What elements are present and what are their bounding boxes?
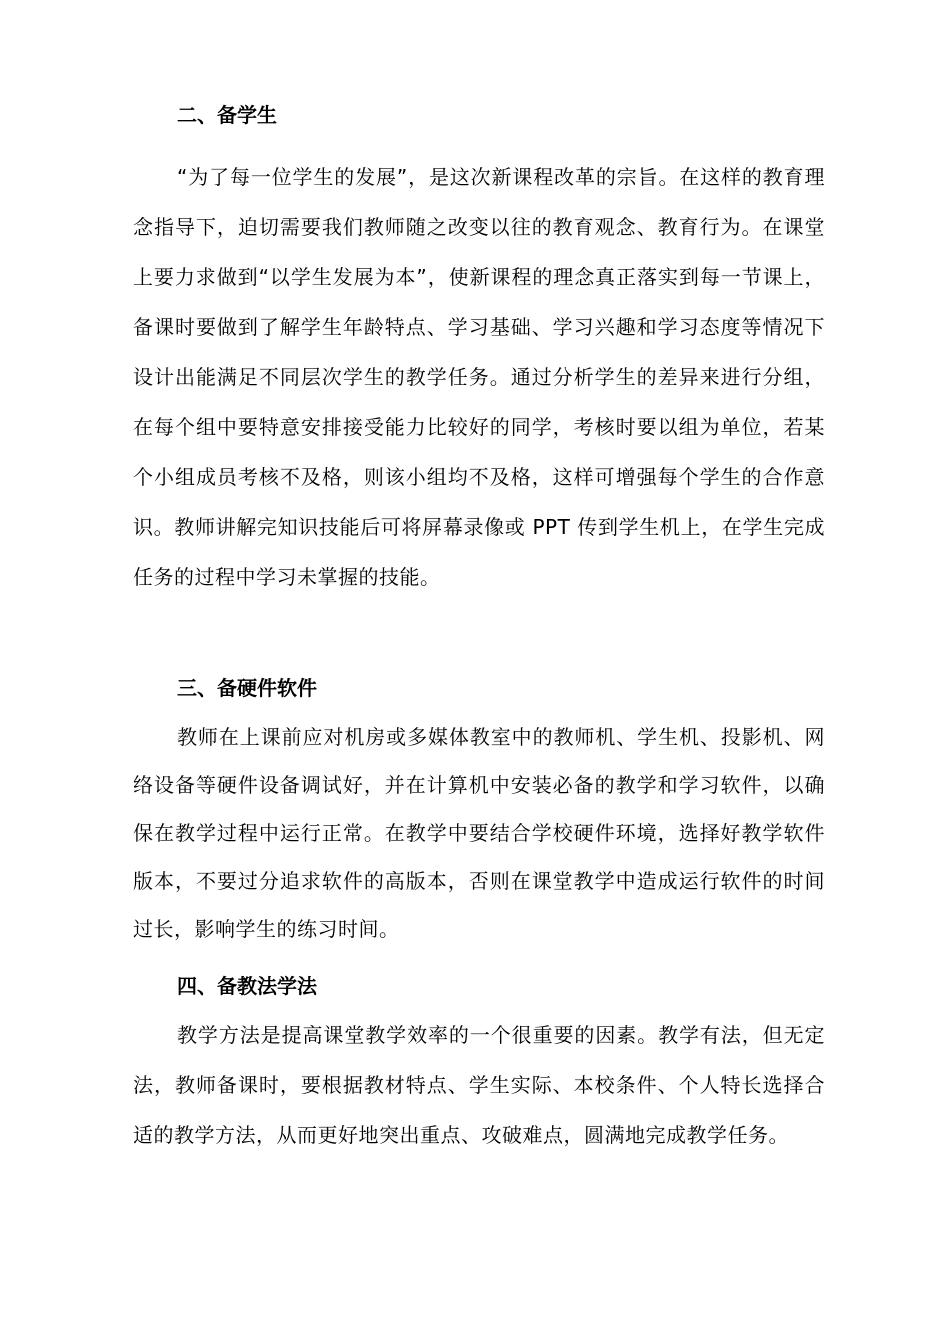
section-paragraph-students: “为了每一位学生的发展”，是这次新课程改革的宗旨。在这样的教育理念指导下，迫切需要我们教师随之改变以往的教育观念、教育行为。在课堂上要力求做到“以学生发展为本”，使新课程的理念真正落实到每一节课上，备课时要做到了解学生年龄特点、学习基础、学习兴趣和学习态度等情况下设计出能满足不同层次学生的教学任务。通过分析学生的差异来进行分组，在每个组中要特意安排接受能力比较好的同学，考核时要以组为单位，若某个小组成员考核不及格，则该小组均不及格，这样可增强每个学生的合作意识。教师讲解完知识技能后可将屏幕录像或 PPT 传到学生机上，在学生完成任务的过程中学习未掌握的技能。	[133, 165, 825, 589]
section-heading-methods: 四、备教法学法	[177, 974, 317, 998]
section-heading-hardware-software: 三、备硬件软件	[177, 676, 317, 700]
section-heading-students: 二、备学生	[177, 103, 277, 127]
section-paragraph-methods: 教学方法是提高课堂教学效率的一个很重要的因素。教学有法，但无定法，教师备课时，要根据教材特点、学生实际、本校条件、个人特长选择合适的教学方法，从而更好地突出重点、攻破难点，圆满地完成教学任务。	[133, 1023, 825, 1147]
section-paragraph-hardware-software: 教师在上课前应对机房或多媒体教室中的教师机、学生机、投影机、网络设备等硬件设备调试好，并在计算机中安装必备的教学和学习软件，以确保在教学过程中运行正常。在教学中要结合学校硬件环境，选择好教学软件版本，不要过分追求软件的高版本，否则在课堂教学中造成运行软件的时间过长，影响学生的练习时间。	[133, 725, 825, 941]
